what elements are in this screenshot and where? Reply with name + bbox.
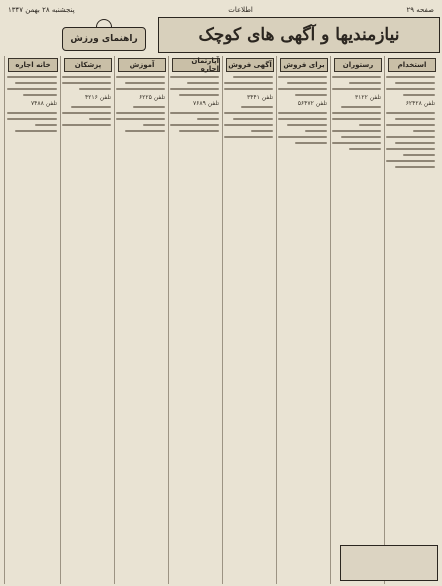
text-line (116, 88, 165, 90)
text-line (15, 82, 57, 84)
text-line (349, 82, 381, 84)
text-line (133, 106, 165, 108)
text-line (295, 142, 327, 144)
text-line (359, 124, 381, 126)
column-5-title: آپارتمان اجاره (172, 58, 220, 72)
column-7-title: پزشکان (64, 58, 112, 72)
section-name: اطلاعات (228, 6, 253, 14)
badge-title: راهنمای ورزش (70, 34, 138, 44)
column-7 (60, 56, 115, 584)
column-1 (384, 56, 439, 584)
text-line (62, 76, 111, 78)
text-line (395, 166, 436, 168)
text-line (278, 88, 327, 90)
column-3-phone: تلفن ۵۶۴۷۲ (297, 100, 327, 107)
text-line (233, 76, 274, 78)
text-line (332, 118, 381, 120)
text-line (233, 118, 274, 120)
text-line (386, 112, 435, 114)
column-6-title: آموزش (118, 58, 166, 72)
column-8-phone: تلفن ۷۴۸۸ (30, 100, 57, 107)
text-line (170, 112, 219, 114)
text-line (71, 106, 112, 108)
text-line (62, 82, 111, 84)
text-line (7, 76, 57, 78)
column-4 (222, 56, 277, 584)
text-line (278, 118, 327, 120)
text-line (79, 88, 111, 90)
text-line (332, 112, 381, 114)
text-line (295, 94, 327, 96)
text-line (386, 124, 435, 126)
text-line (395, 142, 436, 144)
text-line (341, 106, 382, 108)
text-line (332, 142, 381, 144)
text-line (332, 130, 381, 132)
page-header (8, 4, 434, 16)
text-line (125, 130, 166, 132)
text-line (35, 124, 57, 126)
column-5-phone: تلفن ۷۶۸۹ (192, 100, 219, 107)
text-line (332, 76, 381, 78)
text-line (224, 124, 273, 126)
column-6-phone: تلفن ۶۲۲۵ (138, 94, 165, 101)
text-line (125, 82, 166, 84)
text-line (403, 154, 435, 156)
text-line (224, 136, 273, 138)
text-line (386, 76, 435, 78)
text-line (386, 88, 435, 90)
text-line (197, 118, 219, 120)
banner-title: نیازمندیها و آگهی های کوچک (198, 25, 400, 45)
text-line (386, 136, 435, 138)
column-6 (114, 56, 169, 584)
text-line (413, 130, 435, 132)
text-line (224, 82, 273, 84)
column-3-title: برای فروش (280, 58, 328, 72)
text-line (395, 82, 436, 84)
text-line (386, 160, 435, 162)
text-line (143, 124, 165, 126)
text-line (116, 118, 165, 120)
text-line (187, 82, 219, 84)
issue-date: پنجشنبه ۲۸ بهمن ۱۳۴۷ (8, 6, 75, 14)
text-line (332, 88, 381, 90)
column-5 (168, 56, 223, 584)
text-line (287, 124, 328, 126)
column-1-phone: تلفن ۶۲۴۲۸ (405, 100, 435, 107)
text-line (89, 118, 111, 120)
column-7-phone: تلفن ۴۲۱۶ (84, 94, 111, 101)
column-2-phone: تلفن ۳۱۲۲ (354, 94, 381, 101)
text-line (241, 106, 273, 108)
sports-guide-badge (62, 27, 146, 51)
text-line (7, 118, 57, 120)
column-2-title: رستوران (334, 58, 382, 72)
text-line (15, 130, 57, 132)
text-line (170, 76, 219, 78)
text-line (403, 94, 435, 96)
text-line (395, 118, 436, 120)
text-line (386, 148, 435, 150)
text-line (278, 136, 327, 138)
column-2 (330, 56, 385, 584)
text-line (116, 112, 165, 114)
column-4-title: آگهی فروش (226, 58, 274, 72)
text-line (341, 136, 382, 138)
text-line (170, 124, 219, 126)
signature-ad-box (340, 545, 438, 581)
column-8 (4, 56, 61, 584)
page-number: صفحه ۲۹ (406, 6, 434, 14)
text-line (287, 82, 328, 84)
column-8-title: خانه اجاره (8, 58, 58, 72)
text-line (179, 130, 220, 132)
text-line (116, 76, 165, 78)
text-line (224, 88, 273, 90)
text-line (278, 112, 327, 114)
text-line (170, 88, 219, 90)
text-line (62, 124, 111, 126)
text-line (23, 94, 57, 96)
text-line (7, 88, 57, 90)
text-line (224, 112, 273, 114)
text-line (62, 112, 111, 114)
text-line (349, 148, 381, 150)
text-line (179, 94, 220, 96)
column-3 (276, 56, 331, 584)
column-4-phone: تلفن ۳۴۴۱ (246, 94, 273, 101)
text-line (278, 76, 327, 78)
text-line (305, 130, 327, 132)
text-line (7, 112, 57, 114)
classifieds-banner (158, 17, 440, 53)
column-1-title: استخدام (388, 58, 436, 72)
text-line (251, 130, 273, 132)
